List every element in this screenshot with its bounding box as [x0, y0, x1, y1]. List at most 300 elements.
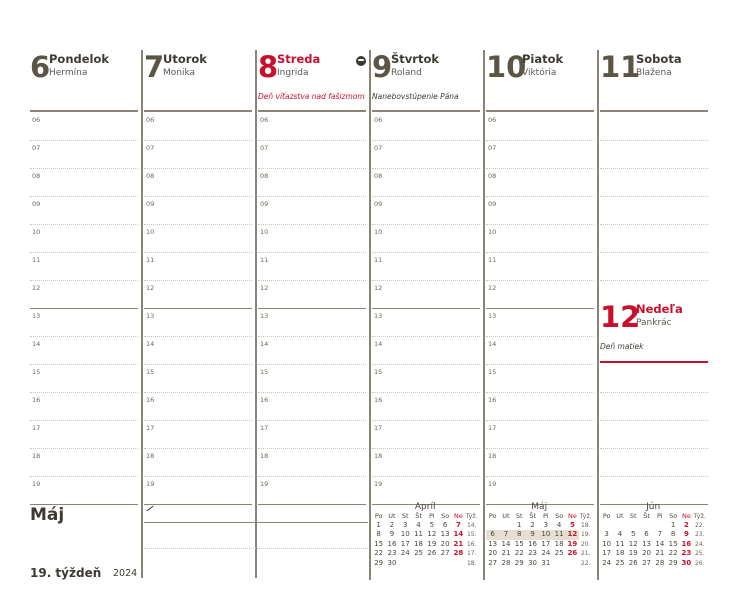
hour-label: 07 — [32, 144, 41, 152]
date-cell: 30 — [528, 558, 537, 567]
day-column — [372, 0, 480, 510]
date-cell: 14 — [501, 539, 511, 548]
column-divider — [483, 50, 485, 580]
hour-slot[interactable] — [372, 448, 480, 477]
hour-label: 17 — [32, 424, 41, 432]
column-divider — [141, 50, 143, 578]
weekday-header: So — [441, 512, 450, 520]
hour-slot[interactable] — [144, 476, 252, 505]
hour-label: 11 — [260, 256, 269, 264]
date-cell: 24 — [400, 549, 410, 558]
week-number-cell: 17. — [466, 550, 477, 558]
hour-slot[interactable] — [258, 140, 366, 169]
date-cell: 6 — [442, 521, 448, 529]
hour-label: 10 — [374, 228, 383, 236]
date-cell: 29 — [514, 558, 524, 567]
hour-slot[interactable] — [372, 420, 480, 449]
hour-slot[interactable] — [258, 448, 366, 477]
day-number: 6 — [30, 50, 51, 84]
date-cell: 20 — [488, 549, 498, 558]
weekday-header: St — [401, 512, 409, 520]
hour-slot[interactable] — [144, 140, 252, 169]
day-name: Pondelok — [49, 52, 110, 66]
date-cell: 3 — [543, 521, 549, 529]
date-cell: 7 — [499, 530, 512, 539]
weekday-header: St — [629, 512, 637, 520]
week-number-cell: 18. — [466, 559, 477, 567]
hour-slot[interactable] — [486, 252, 594, 281]
hour-label: 06 — [146, 116, 155, 124]
day-column — [258, 0, 366, 510]
nameday: Viktória — [522, 68, 557, 78]
hour-slot[interactable] — [372, 476, 480, 505]
hour-label: 17 — [374, 424, 383, 432]
sunday-header — [600, 302, 708, 362]
date-cell: 1 — [670, 521, 676, 529]
week-number-cell: 15. — [466, 531, 477, 539]
hour-slot[interactable] — [258, 336, 366, 365]
hour-slot[interactable] — [144, 280, 252, 309]
hour-slot[interactable] — [486, 308, 594, 337]
date-cell: 11 — [414, 530, 423, 539]
hour-slot[interactable] — [30, 252, 138, 281]
hour-label: 16 — [146, 396, 155, 404]
weekday-header: Týž. — [693, 512, 706, 520]
week-number-cell: 18. — [580, 522, 591, 529]
date-cell: 30 — [681, 558, 692, 567]
weekday-header: Ut — [388, 512, 396, 520]
hour-slot[interactable] — [372, 168, 480, 197]
hour-label: 19 — [374, 480, 383, 488]
hour-slot[interactable] — [486, 420, 594, 449]
weekday-header: Št — [643, 512, 650, 520]
hour-slot[interactable] — [144, 336, 252, 365]
hour-label: 08 — [374, 172, 383, 180]
date-cell — [399, 559, 412, 568]
day-header — [372, 52, 480, 107]
hour-label: 09 — [146, 200, 155, 208]
hour-label: 12 — [260, 284, 269, 292]
hour-label: 15 — [488, 368, 497, 376]
hour-slot[interactable] — [486, 196, 594, 225]
sunday-divider — [600, 361, 708, 363]
weekday-header: Pi — [543, 512, 549, 520]
day-header — [600, 52, 708, 107]
column-divider — [597, 50, 599, 580]
date-cell: 1 — [517, 521, 522, 529]
date-cell: 5 — [631, 530, 636, 539]
day-header — [30, 52, 138, 107]
moon-phase-icon — [356, 56, 366, 66]
hour-label: 09 — [260, 200, 269, 208]
date-cell: 6 — [486, 530, 499, 539]
hour-label: 10 — [488, 228, 497, 236]
year-label: 2024 — [113, 568, 138, 579]
hour-label: 07 — [374, 144, 383, 152]
date-cell: 18 — [414, 539, 423, 548]
date-cell: 8 — [670, 530, 676, 539]
hour-slot[interactable] — [258, 280, 366, 309]
hour-label: 09 — [374, 200, 383, 208]
day-name: Streda — [277, 52, 321, 66]
weekday-header: Ut — [502, 512, 510, 520]
column-divider — [255, 50, 257, 578]
hour-slot[interactable] — [258, 476, 366, 505]
saturday-line[interactable] — [600, 112, 708, 141]
date-cell — [640, 521, 653, 530]
date-cell: 11 — [552, 530, 565, 539]
hour-slot[interactable] — [30, 476, 138, 505]
hour-label: 13 — [260, 312, 269, 320]
hour-slot[interactable] — [30, 308, 138, 337]
hour-slot[interactable] — [486, 364, 594, 393]
hour-label: 06 — [374, 116, 383, 124]
date-cell — [613, 521, 626, 530]
week-number-cell: 25. — [694, 550, 705, 558]
hour-label: 07 — [146, 144, 155, 152]
week-number-cell: 22. — [580, 559, 591, 567]
sunday-holiday: Deň matiek — [600, 342, 644, 351]
hour-slot[interactable] — [30, 336, 138, 365]
date-cell: 3 — [604, 530, 609, 539]
sunday-number: 12 — [600, 300, 641, 334]
hour-slot[interactable] — [486, 280, 594, 309]
date-cell: 8 — [513, 530, 526, 539]
day-column — [144, 0, 252, 510]
hour-label: 14 — [146, 340, 155, 348]
weekday-header: Ut — [616, 512, 624, 520]
hour-slot[interactable] — [144, 308, 252, 337]
hour-label: 13 — [32, 312, 41, 320]
day-column — [30, 0, 138, 510]
hour-label: 11 — [374, 256, 383, 264]
date-cell: 25 — [414, 549, 423, 558]
day-name: Utorok — [163, 52, 207, 66]
date-cell: 10 — [602, 539, 612, 548]
hour-label: 06 — [260, 116, 269, 124]
weekday-header: So — [555, 512, 564, 520]
saturday-line[interactable] — [600, 224, 708, 253]
hour-slot[interactable] — [258, 364, 366, 393]
hour-label: 07 — [488, 144, 497, 152]
nameday: Monika — [163, 68, 196, 78]
date-cell: 21 — [655, 549, 665, 558]
hour-slot[interactable] — [486, 168, 594, 197]
hour-label: 14 — [32, 340, 41, 348]
date-cell: 19 — [427, 539, 437, 548]
hour-slot[interactable] — [372, 112, 480, 141]
hour-label: 19 — [260, 480, 269, 488]
date-cell — [600, 521, 613, 530]
week-number-cell: 23. — [694, 531, 705, 539]
date-cell — [627, 521, 640, 530]
week-number-cell: 26. — [694, 559, 705, 567]
date-cell: 19 — [628, 549, 638, 558]
date-cell: 27 — [488, 558, 498, 567]
hour-label: 16 — [374, 396, 383, 404]
date-cell: 16 — [681, 539, 692, 548]
hour-label: 18 — [374, 452, 383, 460]
hour-slot[interactable] — [30, 168, 138, 197]
hour-slot[interactable] — [144, 392, 252, 421]
hour-slot[interactable] — [144, 420, 252, 449]
day-number: 7 — [144, 50, 165, 84]
date-cell: 31 — [541, 558, 551, 567]
hour-label: 19 — [488, 480, 497, 488]
hour-label: 16 — [32, 396, 41, 404]
nameday: Blažena — [636, 68, 672, 78]
day-header — [258, 52, 366, 107]
day-name: Sobota — [636, 52, 682, 66]
hour-label: 18 — [488, 452, 497, 460]
hour-slot[interactable] — [30, 392, 138, 421]
date-cell: 18 — [615, 549, 625, 558]
hour-slot[interactable] — [144, 364, 252, 393]
hour-slot[interactable] — [30, 448, 138, 477]
weekday-header: Ne — [453, 512, 463, 520]
date-cell: 28 — [655, 558, 665, 567]
day-header — [144, 52, 252, 107]
date-cell — [438, 559, 451, 568]
hour-slot[interactable] — [30, 420, 138, 449]
hour-slot[interactable] — [372, 336, 480, 365]
date-cell: 13 — [488, 539, 498, 548]
date-cell: 21 — [453, 539, 464, 548]
weekday-header: Týž. — [465, 512, 478, 520]
date-cell: 6 — [644, 530, 649, 539]
date-cell: 22 — [668, 549, 678, 558]
hour-slot[interactable] — [30, 140, 138, 169]
hour-label: 17 — [260, 424, 269, 432]
hour-slot[interactable] — [486, 476, 594, 505]
date-cell: 10 — [400, 530, 410, 539]
mini-calendar-title: Apríl — [414, 502, 436, 512]
hour-label: 12 — [32, 284, 41, 292]
hour-slot[interactable] — [372, 224, 480, 253]
hour-label: 18 — [260, 452, 269, 460]
hour-label: 15 — [32, 368, 41, 376]
weekday-header: Št — [415, 512, 422, 520]
date-cell: 22 — [374, 549, 384, 558]
saturday-line[interactable] — [600, 140, 708, 169]
hour-slot[interactable] — [258, 392, 366, 421]
notes-line[interactable] — [144, 548, 368, 549]
date-cell: 13 — [642, 539, 651, 548]
date-cell: 23 — [528, 549, 537, 558]
hour-slot[interactable] — [372, 196, 480, 225]
day-header — [486, 52, 594, 107]
date-cell: 5 — [569, 521, 575, 529]
date-cell — [653, 521, 666, 530]
day-column — [486, 0, 594, 510]
hour-slot[interactable] — [144, 252, 252, 281]
weekday-header: Pi — [429, 512, 435, 520]
hour-slot[interactable] — [486, 392, 594, 421]
date-cell: 11 — [615, 539, 625, 548]
hour-label: 11 — [32, 256, 41, 264]
date-cell: 2 — [530, 521, 535, 529]
date-cell: 5 — [429, 521, 435, 529]
hour-label: 18 — [146, 452, 155, 460]
notes-line[interactable] — [144, 522, 368, 523]
date-cell: 19 — [567, 539, 578, 548]
hour-slot[interactable] — [258, 252, 366, 281]
hour-label: 14 — [374, 340, 383, 348]
hour-slot[interactable] — [372, 392, 480, 421]
hour-label: 08 — [32, 172, 41, 180]
hour-slot[interactable] — [258, 308, 366, 337]
date-cell — [486, 521, 499, 530]
hour-slot[interactable] — [258, 112, 366, 141]
hour-slot[interactable] — [372, 364, 480, 393]
week-number-cell: 20. — [580, 540, 591, 548]
date-cell: 12 — [427, 530, 437, 539]
date-cell: 9 — [389, 530, 395, 539]
date-cell: 26 — [628, 558, 638, 567]
hour-label: 12 — [488, 284, 497, 292]
hour-label: 16 — [488, 396, 497, 404]
saturday-line[interactable] — [600, 252, 708, 281]
day-number: 10 — [486, 50, 527, 84]
hour-label: 15 — [260, 368, 269, 376]
mini-calendar-title: Máj — [531, 502, 548, 512]
date-cell — [412, 559, 425, 568]
hour-slot[interactable] — [144, 224, 252, 253]
date-cell: 7 — [455, 521, 461, 529]
date-cell: 16 — [528, 539, 537, 548]
hour-slot[interactable] — [144, 196, 252, 225]
date-cell: 25 — [554, 549, 564, 558]
hour-label: 09 — [488, 200, 497, 208]
week-number-cell: 22. — [694, 522, 705, 529]
weekday-header: So — [669, 512, 678, 520]
day-column — [600, 0, 708, 510]
date-cell: 1 — [376, 521, 381, 529]
hour-slot[interactable] — [30, 112, 138, 141]
date-cell: 2 — [389, 521, 395, 529]
column-divider — [369, 50, 371, 580]
hour-slot[interactable] — [144, 168, 252, 197]
date-cell: 17 — [541, 539, 551, 548]
date-cell: 23 — [387, 549, 397, 558]
weekday-header: Po — [374, 512, 383, 520]
nameday: Hermína — [49, 68, 88, 78]
week-number: 19. týždeň — [30, 566, 102, 580]
hour-label: 10 — [32, 228, 41, 236]
hour-slot[interactable] — [486, 112, 594, 141]
weekday-header: Ne — [681, 512, 691, 520]
date-cell: 24 — [541, 549, 551, 558]
hour-label: 11 — [488, 256, 497, 264]
sunday-line[interactable] — [600, 448, 708, 477]
hour-slot[interactable] — [372, 308, 480, 337]
hour-label: 16 — [260, 396, 269, 404]
hour-label: 15 — [146, 368, 155, 376]
hour-slot[interactable] — [486, 224, 594, 253]
date-cell: 13 — [440, 530, 450, 539]
hour-slot[interactable] — [258, 168, 366, 197]
date-cell: 21 — [501, 549, 511, 558]
hour-slot[interactable] — [30, 196, 138, 225]
date-cell: 4 — [617, 530, 623, 539]
date-cell: 14 — [453, 530, 464, 539]
hour-slot[interactable] — [30, 364, 138, 393]
hour-slot[interactable] — [258, 224, 366, 253]
sunday-line[interactable] — [600, 476, 708, 505]
date-cell: 28 — [501, 558, 511, 567]
sunday-line[interactable] — [600, 364, 708, 393]
holiday-label: Nanebovstúpenie Pána — [372, 92, 459, 101]
date-cell: 27 — [642, 558, 651, 567]
hour-slot[interactable] — [372, 280, 480, 309]
hour-label: 12 — [374, 284, 383, 292]
holiday-label: Deň víťazstva nad fašizmom — [258, 92, 365, 101]
nameday: Ingrida — [277, 68, 309, 78]
date-cell: 29 — [374, 558, 384, 567]
date-cell: 15 — [514, 539, 524, 548]
hour-label: 09 — [32, 200, 41, 208]
date-cell: 17 — [602, 549, 612, 558]
hour-label: 15 — [374, 368, 383, 376]
date-cell: 12 — [567, 530, 578, 539]
hour-slot[interactable] — [258, 420, 366, 449]
date-cell: 17 — [400, 539, 410, 548]
hour-label: 17 — [146, 424, 155, 432]
date-cell: 29 — [668, 558, 678, 567]
hour-slot[interactable] — [372, 252, 480, 281]
hour-label: 10 — [146, 228, 155, 236]
date-cell: 4 — [416, 521, 421, 529]
hour-slot[interactable] — [258, 196, 366, 225]
mini-calendar — [486, 502, 592, 568]
date-cell: 20 — [642, 549, 651, 558]
hour-label: 14 — [488, 340, 497, 348]
day-name: Štvrtok — [391, 52, 439, 66]
hour-label: 07 — [260, 144, 269, 152]
hour-label: 11 — [146, 256, 155, 264]
weekday-header: Pi — [657, 512, 663, 520]
hour-slot[interactable] — [30, 224, 138, 253]
weekday-header: Týž. — [579, 512, 592, 520]
date-cell: 15 — [374, 539, 384, 548]
hour-slot[interactable] — [30, 280, 138, 309]
hour-slot[interactable] — [486, 336, 594, 365]
date-cell: 28 — [453, 549, 464, 558]
date-cell — [566, 559, 579, 568]
hour-label: 08 — [260, 172, 269, 180]
weekday-header: Po — [488, 512, 497, 520]
hour-slot[interactable] — [144, 112, 252, 141]
sunday-nameday: Pankrác — [636, 318, 672, 328]
sunday-line[interactable] — [600, 420, 708, 449]
footer-month: Máj — [30, 505, 65, 525]
hour-slot[interactable] — [486, 448, 594, 477]
mini-calendar — [600, 502, 706, 568]
date-cell: 15 — [668, 539, 678, 548]
day-number: 11 — [600, 50, 641, 84]
hour-slot[interactable] — [486, 140, 594, 169]
nameday: Roland — [391, 68, 422, 78]
mini-calendar — [372, 502, 478, 568]
saturday-line[interactable] — [600, 196, 708, 225]
sunday-line[interactable] — [600, 392, 708, 421]
hour-slot[interactable] — [372, 140, 480, 169]
hour-slot[interactable] — [144, 448, 252, 477]
date-cell — [552, 559, 565, 568]
saturday-line[interactable] — [600, 168, 708, 197]
hour-label: 13 — [146, 312, 155, 320]
date-cell: 10 — [539, 530, 552, 539]
